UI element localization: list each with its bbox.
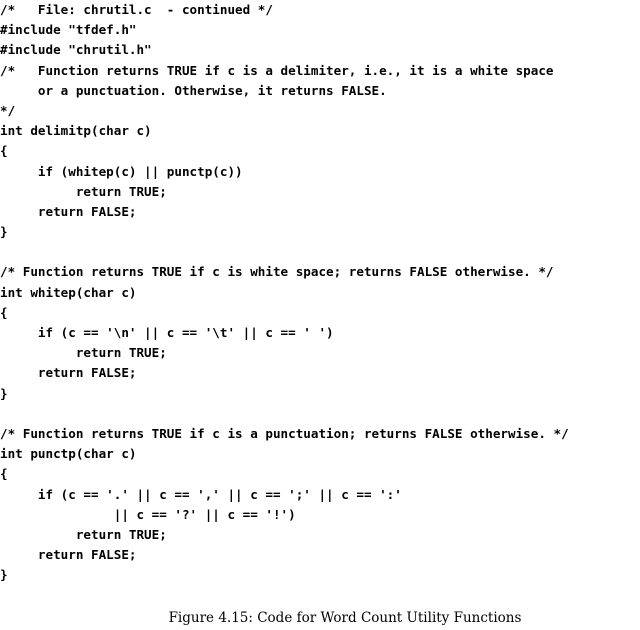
code-line: { [0, 304, 8, 320]
code-line: { [0, 143, 8, 159]
code-line: if (whitep(c) || punctp(c)) [0, 163, 243, 179]
code-line: return TRUE; [0, 183, 167, 199]
code-line: } [0, 385, 8, 401]
code-line [0, 242, 640, 262]
code-line: { [0, 466, 8, 482]
code-line: return TRUE; [0, 526, 167, 542]
code-line: #include "tfdef.h" [0, 22, 137, 38]
code-line: /* File: chrutil.c - continued */ [0, 2, 273, 17]
code-line: return FALSE; [0, 547, 137, 563]
code-line: /* Function returns TRUE if c is white space; returns FALSE otherwise. */ [0, 264, 554, 280]
code-line: return FALSE; [0, 365, 137, 381]
code-line: return TRUE; [0, 345, 167, 361]
code-line: if (c == '\n' || c == '\t' || c == ' ') [0, 325, 334, 340]
code-line: */ [0, 102, 16, 118]
code-line: return FALSE; [0, 203, 137, 219]
code-line: or a punctuation. Otherwise, it returns FALSE. [0, 82, 387, 98]
code-line: || c == '?' || c == '!') [0, 506, 296, 522]
code-line: int delimitp(char c) [0, 123, 152, 139]
code-line: #include "chrutil.h" [0, 42, 152, 58]
code-line: } [0, 224, 8, 240]
code-line [0, 404, 640, 424]
code-line: int punctp(char c) [0, 446, 137, 462]
code-line: /* Function returns TRUE if c is a delimiter, i.e., it is a white space [0, 62, 554, 78]
code-line: if (c == '.' || c == ',' || c == ';' || c == ':' [0, 486, 402, 502]
code-line: } [0, 567, 8, 583]
code-line: int whitep(char c) [0, 284, 137, 300]
code-line: /* Function returns TRUE if c is a punctuation; returns FALSE otherwise. */ [0, 425, 569, 441]
figure-caption: Figure 4.15: Code for Word Count Utility Functions [168, 610, 522, 626]
